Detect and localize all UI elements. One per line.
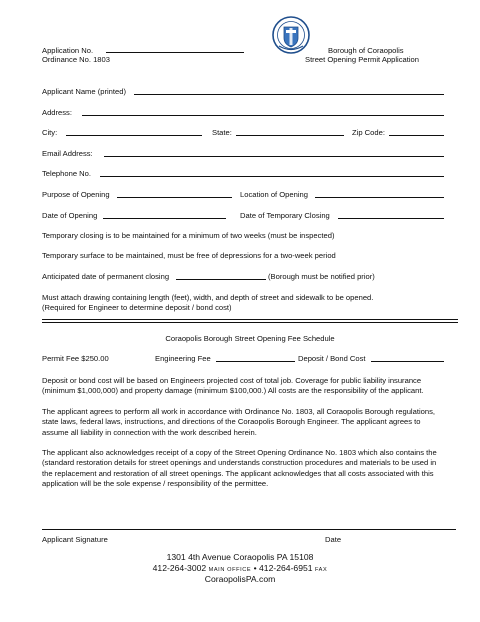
form-title: Street Opening Permit Application [305,55,419,64]
applicant-name-field[interactable] [134,94,444,95]
applicant-name-label: Applicant Name (printed) [42,87,126,96]
email-label: Email Address: [42,149,93,158]
address-label: Address: [42,108,72,117]
anticipated-closing-label: Anticipated date of permanent closing [42,272,170,281]
temp-surface-statement: Temporary surface to be maintained, must be free of depressions for a two-week period [42,251,336,260]
acknowledgement-paragraph: The applicant also acknowledges receipt of a copy of the Street Opening Ordinance No. 1803 which also contains the (standard restoration details for street openings and understands construction procedures and materials to be used in the replacement and restoration of all street openings. The applicant acknowledges that all costs associated with this application will be the sole expense / responsibility of the permittee. [42,448,437,489]
engineering-fee-field[interactable] [216,361,295,362]
date-temp-closing-field[interactable] [338,218,444,219]
email-field[interactable] [104,156,444,157]
city-label: City: [42,128,58,137]
footer-website[interactable]: CoraopolisPA.com [204,574,276,584]
agreement-paragraph: The applicant agrees to perform all work in accordance with Ordinance No. 1803, all Coraopolis Borough regulations, state laws, federal laws, instructions, and directions of the Coraopolis Borough Engineer. The applicant agrees to assume all liability in connection with the work described herein. [42,407,435,437]
borough-name: Borough of Coraopolis [328,46,404,55]
application-no-field[interactable] [106,52,244,53]
purpose-field[interactable] [117,197,232,198]
footer-separator: • [253,563,257,573]
signature-line[interactable] [42,529,456,530]
purpose-label: Purpose of Opening [42,190,110,199]
permit-fee: Permit Fee $250.00 [42,354,109,363]
drawing-requirement: Must attach drawing containing length (feet), width, and depth of street and sidewalk to be opened. [42,293,374,302]
signature-date-label: Date [325,535,342,544]
main-office-phone: 412-264-3002 [152,563,207,573]
deposit-bond-label: Deposit / Bond Cost [298,354,366,363]
telephone-field[interactable] [100,176,444,177]
date-temp-closing-label: Date of Temporary Closing [240,211,330,220]
anticipated-closing-field[interactable] [176,279,266,280]
address-field[interactable] [82,115,444,116]
fee-schedule-title: Coraopolis Borough Street Opening Fee Schedule [165,334,335,343]
section-divider-second [42,322,458,323]
application-no-label: Application No. [42,46,94,55]
main-office-label: MAIN OFFICE [208,567,252,573]
location-field[interactable] [315,197,444,198]
temp-closing-statement: Temporary closing is to be maintained for a minimum of two weeks (must be inspected) [42,231,335,240]
state-field[interactable] [236,135,344,136]
deposit-bond-field[interactable] [371,361,444,362]
ordinance-label: Ordinance No. 1803 [42,55,110,64]
footer-address: 1301 4th Avenue Coraopolis PA 15108 [166,552,314,562]
date-opening-field[interactable] [103,218,226,219]
zip-label: Zip Code: [352,128,385,137]
deposit-paragraph: Deposit or bond cost will be based on Engineers projected cost of total job. Coverage for public liability insurance (minimum $1,000,000) and property damage (minimum $100,000.) All costs are the responsibility of the applicant. [42,376,424,396]
zip-field[interactable] [389,135,444,136]
city-field[interactable] [66,135,202,136]
state-label: State: [212,128,232,137]
section-divider [42,319,458,320]
borough-seal-logo [272,16,310,54]
engineering-fee-label: Engineering Fee [155,354,211,363]
applicant-signature-label: Applicant Signature [42,535,108,544]
telephone-label: Telephone No. [42,169,91,178]
anticipated-closing-note: (Borough must be notified prior) [268,272,375,281]
location-label: Location of Opening [240,190,308,199]
fax-label: FAX [314,567,328,573]
fax-phone: 412-264-6951 [259,563,313,573]
date-opening-label: Date of Opening [42,211,98,220]
drawing-requirement-note: (Required for Engineer to determine deposit / bond cost) [42,303,232,312]
